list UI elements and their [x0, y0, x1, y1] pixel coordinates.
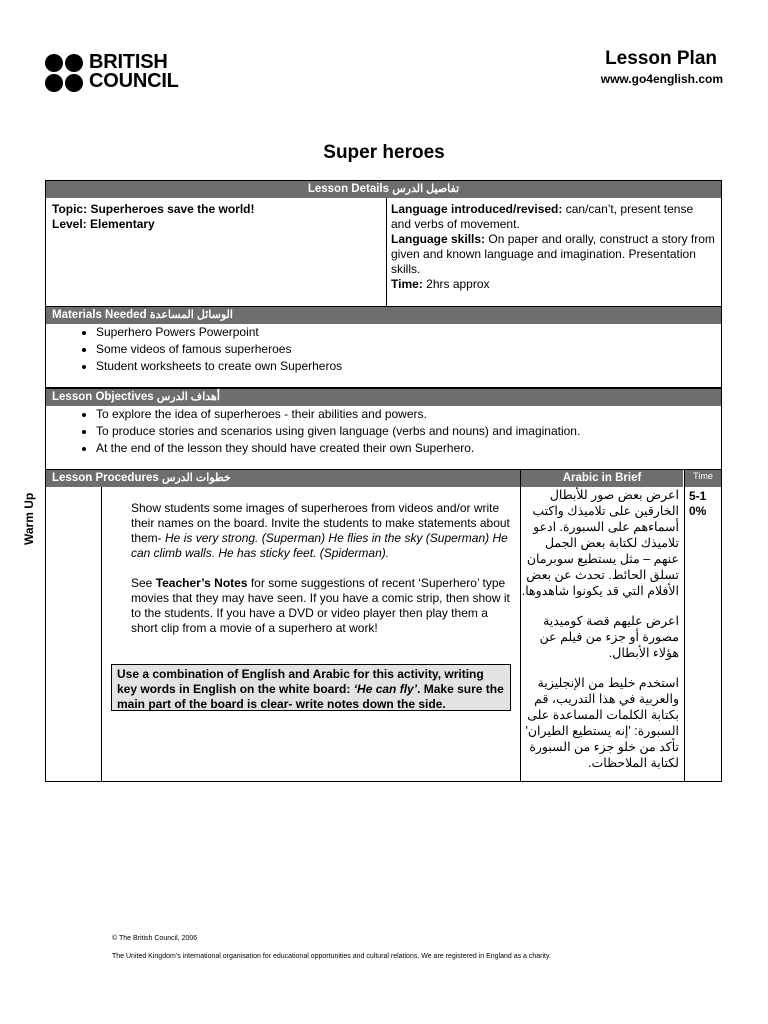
logo-dots-icon: [45, 53, 85, 93]
list-item: • To explore the idea of superheroes - their abilities and powers.: [96, 406, 721, 423]
arabic-paragraph: اعرض بعض صور للأبطال الخارقين على تلاميذك واكتب أسماءهم على السبورة. ادعو تلاميذك لكتابة بعض الجمل عنهم – مثل يستطيع سوبرمان تسلق الحائط. تحدث عن بعض الأفلام التي قد يكونوا شاهدوها.: [521, 488, 679, 598]
list-item: • At the end of the lesson they should have created their own Superhero.: [96, 440, 721, 457]
objectives-section: [45, 388, 722, 470]
list-item: • Superhero Powers Powerpoint: [96, 324, 721, 341]
list-item: • To produce stories and scenarios using given language (verbs and nouns) and imagination.: [96, 423, 721, 440]
arabic-brief-header: Arabic in Brief: [562, 472, 642, 484]
arabic-brief-text: [521, 487, 679, 785]
list-item: • Student worksheets to create own Superheros: [96, 358, 721, 375]
lesson-details-header: Lesson Details تفاصيل الدرس: [46, 181, 721, 198]
lesson-plan-heading: Lesson Plan: [605, 48, 717, 69]
stage-warm-up-label: Warm Up: [22, 492, 36, 545]
objectives-header: Lesson Objectives أهداف الدرس: [46, 389, 721, 406]
document-title: Super heroes: [323, 142, 445, 163]
language-cell: Language introduced/revised: can/can’t, present tense and verbs of movement. Language skills: On paper and orally, construct a story from given and known language and imagination. Presentation skills. Time: 2hrs approx: [391, 202, 715, 291]
arabic-paragraph: اعرض عليهم قصة كوميدية مصورة أو جزء من فيلم عن هؤلاء الأبطال.: [539, 614, 679, 660]
time-header: Time: [693, 471, 713, 481]
british-council-logo: [45, 53, 185, 95]
procedure-paragraph-2: See Teacher’s Notes for some suggestions of recent ‘Superhero’ type movies that they may have seen. If you have a comic strip, then show it to the students. If you have a DVD or video player then play them a short clip from a movie of a superhero at work!: [131, 576, 510, 635]
teacher-note-box: Use a combination of English and Arabic for this activity, writing key words in English on the white board: ‘He can fly’. Make sure the main part of the board is clear- write notes down the side.: [111, 664, 511, 711]
materials-section: [45, 306, 722, 388]
logo-wordmark: BRITISH COUNCIL: [89, 51, 179, 92]
lesson-details-section: [45, 180, 722, 307]
charity-statement: The United Kingdom’s international organisation for educational opportunities and cultural relations. We are registered in England as a charity.: [112, 953, 551, 960]
time-value: 5-10%: [689, 489, 707, 518]
arabic-paragraph: استخدم خليط من الإنجليزية والعربية في هذا التدريب، قم بكتابة الكلمات المساعدة على السبورة: 'إنه يستطيع الطيران' تأكد من خلو جزء من السبورة لكتابة الملاحظات.: [525, 676, 679, 770]
procedures-header: Lesson Procedures خطوات الدرس Arabic in Brief Time: [46, 470, 721, 487]
list-item: • Some videos of famous superheroes: [96, 341, 721, 358]
site-url: www.go4english.com: [600, 72, 723, 86]
materials-list: [46, 324, 721, 375]
materials-header: Materials Needed الوسائل المساعدة: [46, 307, 721, 324]
copyright-text: © The British Council, 2006: [112, 935, 198, 942]
procedure-paragraph-1: Show students some images of superheroes from videos and/or write their names on the board. Invite the students to make statements about them- He is very strong. (Superman) He flies in the sky (Superman) He can climb walls. He has sticky feet. (Spiderman).: [131, 501, 510, 560]
procedure-text: [131, 501, 513, 636]
objectives-list: [46, 406, 721, 457]
topic-level-cell: Topic: Superheroes save the world! Level: Elementary: [52, 202, 255, 231]
